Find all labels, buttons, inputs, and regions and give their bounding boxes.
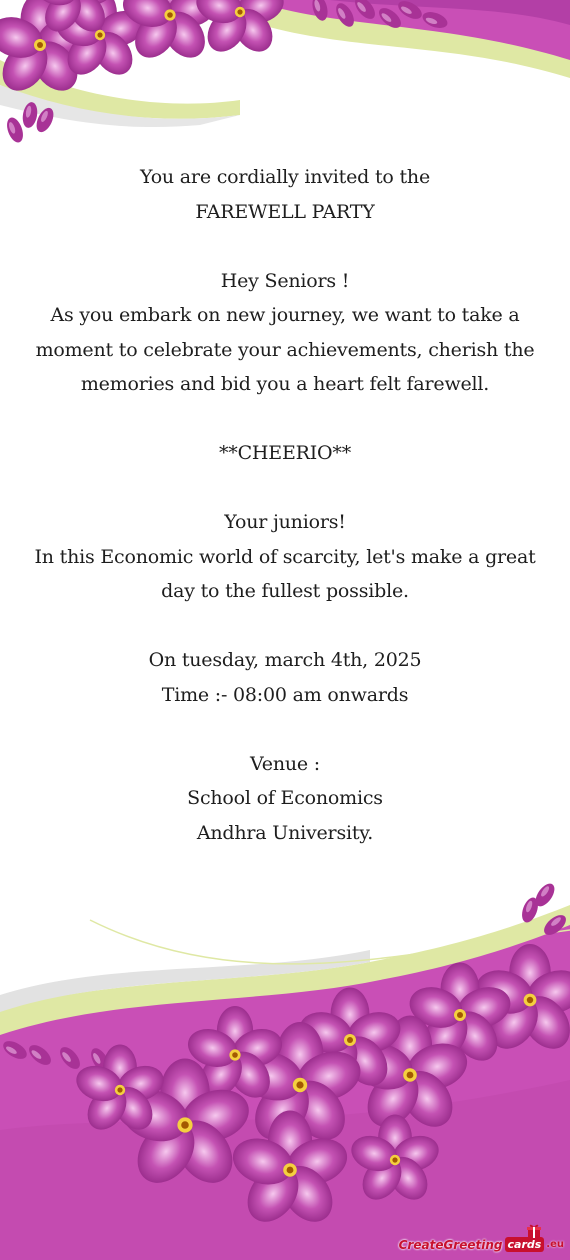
invite-line-1: You are cordially invited to the: [140, 166, 430, 188]
gift-icon: [526, 1223, 542, 1239]
brand-watermark: [399, 1237, 564, 1252]
venue-label: Venue :: [250, 752, 320, 775]
greeting: Hey Seniors !: [220, 269, 350, 292]
cheer-line: **CHEERIO**: [218, 442, 352, 464]
event-time: Time :- 08:00 am onwards: [161, 683, 409, 706]
body-paragraph-1: As you embark on new journey, we want to take a moment to celebrate your achievements, cherish the memories and bid you a heart felt farewell.: [35, 304, 535, 395]
signoff: Your juniors!: [224, 511, 346, 533]
venue-line-1: School of Economics: [187, 787, 383, 809]
venue-line-2: Andhra University.: [196, 821, 374, 844]
event-date: On tuesday, march 4th, 2025: [148, 649, 422, 671]
body-paragraph-2: In this Economic world of scarcity, let's make a great day to the fullest possible.: [34, 545, 536, 602]
event-title: FAREWELL PARTY: [195, 200, 375, 223]
watermark-text-2: cards: [505, 1237, 545, 1252]
watermark-text-3: .eu: [546, 1239, 564, 1250]
lilac-flowers-top-icon: [0, 0, 570, 175]
lilac-flowers-bottom-icon: [0, 880, 570, 1260]
watermark-text-1: CreateGreeting: [398, 1237, 503, 1252]
invitation-message: [0, 160, 570, 850]
